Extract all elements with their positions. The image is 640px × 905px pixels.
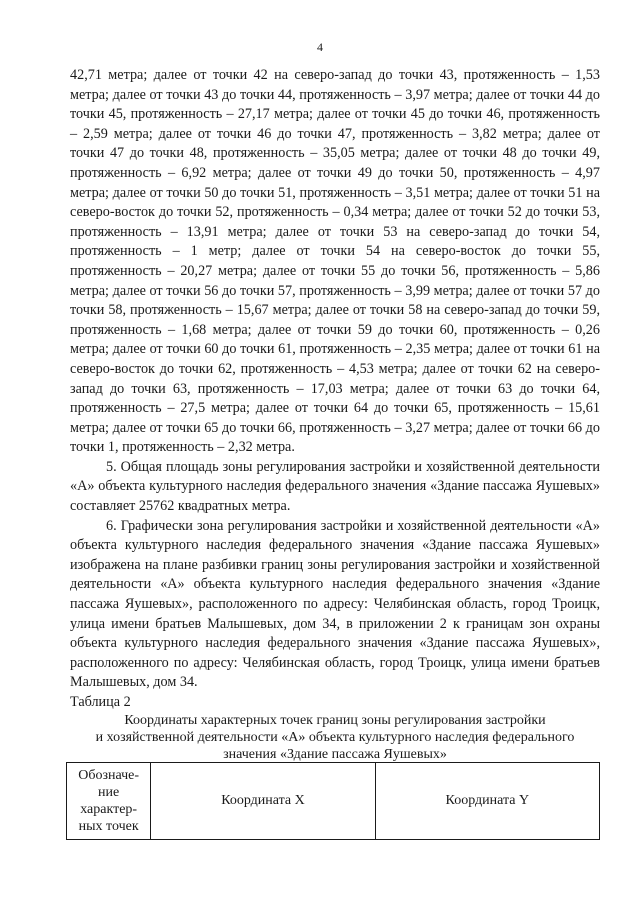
table-title-line: Координаты характерных точек границ зоны регулирования застройки [124, 713, 546, 728]
paragraph-coordinates: 42,71 метра; далее от точки 42 на северо-запад до точки 43, протяженность – 1,53 метра; далее от точки 43 до точки 44, протяженность – 3,97 метра; далее от точки 44 до точки 45, протяженность – 27,17 метра; далее от точки 45 до точки 46, протяженность – 2,59 метра; далее от точки 46 до точки 47, протяженность – 3,82 метра; далее от точки 47 до точки 48, протяженность – 35,05 метра; далее от точки 48 до точки 49, протяженность – 6,92 метра; далее от точки 49 до точки 50, протяженность – 4,97 метра; далее от точки 50 до точки 51, протяженность – 3,51 метра; далее от точки 51 на северо-восток до точки 52, протяженность – 0,34 метра; далее от точки 52 до точки 53, протяженность – 13,91 метра; далее от точки 53 на северо-запад до точки 54, протяженность – 1 метр; далее от точки 54 на северо-восток до точки 55, протяженность – 20,27 метра; далее от точки 55 до точки 56, протяженность – 5,86 метра; далее от точки 56 до точки 57, протяженность – 3,99 метра; далее от точки 57 до точки 58, протяженность – 15,67 метра; далее от точки 58 на северо-запад до точки 59, протяженность – 1,68 метра; далее от точки 59 до точки 60, протяженность – 0,26 метра; далее от точки 60 до точки 61, протяженность – 2,35 метра; далее от точки 61 на северо-восток до точки 62, протяженность – 4,53 метра; далее от точки 62 на северо-запад до точки 63, протяженность – 17,03 метра; далее от точки 63 до точки 64, протяженность – 27,5 метра; далее от точки 64 до точки 65, протяженность – 15,61 метра; далее от точки 65 до точки 66, протяженность – 3,27 метра; далее от точки 66 до точки 1, протяженность – 2,32 метра. [70, 67, 600, 456]
table-title-line: и хозяйственной деятельности «А» объекта культурного наследия федерального [95, 730, 575, 745]
header-coordinate-x: Координата X [151, 763, 375, 840]
paragraph-5: 5. Общая площадь зоны регулирования застройки и хозяйственной деятельности «А» объекта культурного наследия федерального значения «Здание пассажа Яушевых» составляет 25762 квадратных метра. [70, 458, 600, 515]
header-text-line: характер- [80, 802, 138, 817]
table-label: Таблица 2 [70, 694, 131, 710]
header-text-line: ние [98, 785, 120, 800]
header-point-designation [67, 763, 151, 840]
header-text-line: Обозначе- [78, 768, 140, 783]
table-title [70, 712, 600, 763]
page-number: 4 [317, 40, 323, 54]
coordinates-table [66, 762, 600, 840]
table-header-row [67, 763, 600, 840]
table-title-line: значения «Здание пассажа Яушевых» [223, 747, 447, 762]
header-coordinate-y: Координата Y [375, 763, 599, 840]
document-body [70, 66, 600, 713]
header-text-line: ных точек [78, 819, 139, 834]
paragraph-6: 6. Графически зона регулирования застройки и хозяйственной деятельности «А» объекта культурного наследия федерального значения «Здание пассажа Яушевых» изображена на плане разбивки границ зоны регулирования застройки и хозяйственной деятельности «А» объекта культурного наследия федерального значения «Здание пассажа Яушевых», расположенного по адресу: Челябинская область, город Троицк, улица имени братьев Малышевых, дом 34, в приложении 2 к границам зон охраны объекта культурного наследия федерального значения «Здание пассажа Яушевых», расположенного по адресу: Челябинская область, город Троицк, улица имени братьев Малышевых, дом 34. [70, 517, 600, 691]
